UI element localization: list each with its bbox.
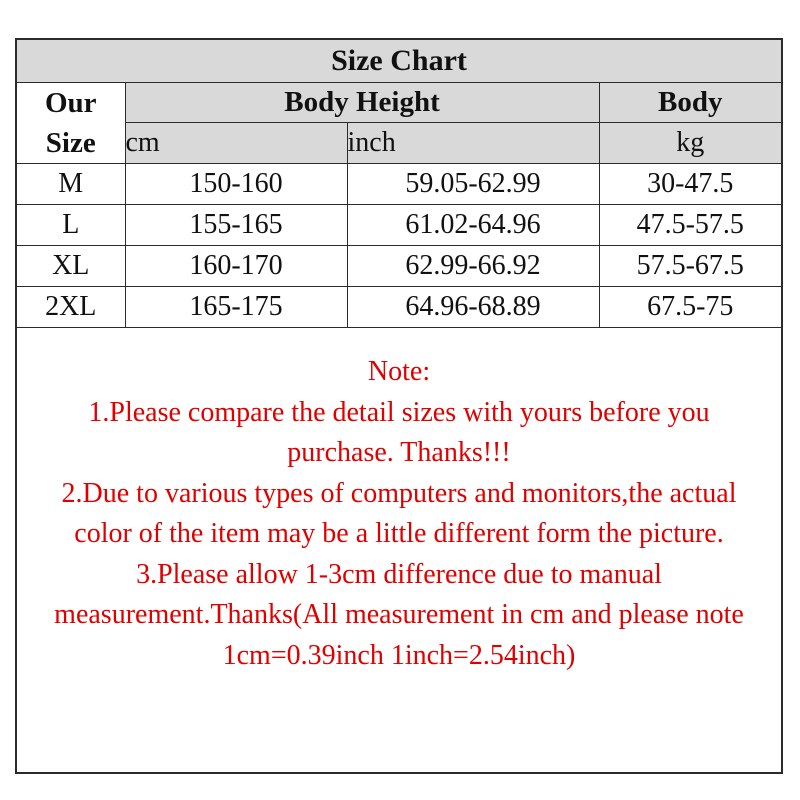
height-cm-cell: 165-175 [125,286,347,327]
size-chart-frame [15,38,783,774]
size-cell: 2XL [17,286,125,327]
note-item: 2.Due to various types of computers and monitors,the actual color of the item may be a little different form the picture. [61,477,737,549]
height-cm-cell: 155-165 [125,204,347,245]
our-size-header: Our Size [17,82,125,163]
header-row [17,82,781,123]
height-cm-cell: 150-160 [125,163,347,204]
weight-kg-cell: 30-47.5 [599,163,781,204]
table-row [17,163,781,204]
notes-section [17,352,781,676]
height-cm-cell: 160-170 [125,245,347,286]
weight-kg-cell: 67.5-75 [599,286,781,327]
body-height-header: Body Height [125,82,599,123]
unit-cm: cm [125,123,347,164]
size-cell: M [17,163,125,204]
height-inch-cell: 62.99-66.92 [347,245,599,286]
note-item: 1.Please compare the detail sizes with yours before you purchase. Thanks!!! [88,396,710,468]
notes-heading: Note: [367,356,431,387]
table-row [17,245,781,286]
height-inch-cell: 64.96-68.89 [347,286,599,327]
height-inch-cell: 61.02-64.96 [347,204,599,245]
body-header: Body [599,82,781,123]
note-item: 3.Please allow 1-3cm difference due to manual measurement.Thanks(All measurement in cm and please note 1cm=0.39inch 1inch=2.54inch) [54,558,744,671]
size-chart-table [17,40,781,328]
weight-kg-cell: 57.5-67.5 [599,245,781,286]
unit-inch: inch [347,123,599,164]
table-title: Size Chart [17,40,781,82]
size-cell: XL [17,245,125,286]
height-inch-cell: 59.05-62.99 [347,163,599,204]
size-cell: L [17,204,125,245]
table-row [17,204,781,245]
weight-kg-cell: 47.5-57.5 [599,204,781,245]
table-row [17,286,781,327]
unit-kg: kg [599,123,781,164]
unit-row [17,123,781,164]
title-row [17,40,781,82]
